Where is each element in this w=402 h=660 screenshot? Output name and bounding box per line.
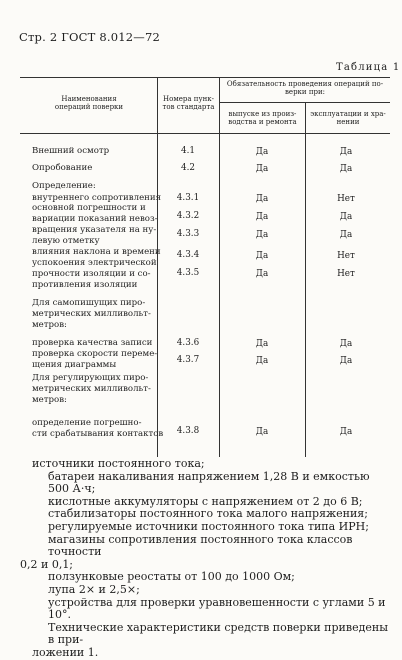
table-top-rule — [20, 77, 390, 78]
row-13-use: Да — [339, 427, 353, 437]
body-line-5: регулируемые источники постоянного тока типа ИРН; — [48, 519, 369, 533]
row-13-num: 4.3.8 — [176, 426, 200, 436]
row-8-release: Да — [255, 269, 269, 279]
body-line-8: ползунковые реостаты от 100 до 1000 Ом; — [48, 570, 295, 584]
body-line-4: стабилизаторы постоянного тока малого напряжения; — [48, 507, 368, 521]
row-13-release: Да — [255, 427, 269, 437]
row-6-name: влияния наклона и времени — [32, 247, 161, 257]
row-4-num: 4.3.1 — [176, 193, 200, 203]
page-header: Стр. 2 ГОСТ 8.012—72 — [19, 30, 161, 44]
body-line-1: источники постоянного тока; — [32, 457, 205, 470]
body-line-9: лупа 2× и 2,5×; — [48, 582, 140, 596]
row-2-name: Опробование — [32, 163, 93, 173]
header-operation-name: Наименования операций поверки — [54, 95, 124, 112]
row-10-use: Да — [339, 339, 353, 349]
row-1-release: Да — [255, 147, 269, 157]
body-line-11: Технические характеристики средств поверки приведены в при- — [48, 620, 388, 647]
row-8-use: Нет — [337, 269, 355, 279]
row-7-name: успокоения электрической прочности изоляции и со- противления изоляции — [32, 258, 157, 290]
row-1-name: Внешний осмотр — [32, 146, 110, 156]
row-5-num: 4.3.2 — [176, 211, 200, 221]
row-2-num: 4.2 — [181, 163, 195, 173]
row-12-name: Для регулирующих пиро- метрических милливольт- метров: — [32, 373, 151, 405]
body-line-12: ложении 1. — [32, 645, 99, 659]
row-11-use: Да — [339, 356, 353, 366]
row-2-release: Да — [255, 164, 269, 174]
col-divider-1 — [157, 77, 158, 457]
table-caption: Таблица 1 — [336, 62, 401, 73]
row-3-name: Определение: — [32, 181, 96, 191]
body-line-7: 0,2 и 0,1; — [20, 557, 74, 571]
body-line-2: батареи накаливания напряжением 1,28 В и емкостью 500 А·ч; — [48, 469, 370, 496]
row-11-release: Да — [255, 356, 269, 366]
row-5-name: основной погрешности и вариации показаний невоз- вращения указателя на ну- левую отметку — [32, 203, 158, 246]
row-5-release: Да — [255, 212, 269, 222]
row-9-name: Для самопишущих пиро- метрических милливольт- метров: — [32, 298, 151, 330]
col-divider-2 — [219, 77, 220, 457]
table-header-bottom-rule — [20, 133, 390, 134]
header-use-storage: эксплуатации и хра- нении — [310, 110, 386, 127]
row-7-num: 4.3.4 — [176, 250, 200, 260]
row-6-release: Да — [255, 230, 269, 240]
row-10-release: Да — [255, 339, 269, 349]
row-7-use: Нет — [337, 251, 355, 261]
body-line-6: магазины сопротивления постоянного тока классов точности — [48, 532, 353, 559]
row-13-name: определение погрешно- сти срабатывания контактов — [32, 418, 164, 439]
row-8-num: 4.3.5 — [176, 268, 200, 278]
body-line-3: кислотные аккумуляторы с напряжением от 2 до 6 В; — [48, 494, 363, 508]
row-7-release: Да — [255, 251, 269, 261]
body-line-10: устройства для проверки уравновешенности с углами 5 и 10°. — [48, 595, 386, 622]
header-standard-number: Номера пунк- тов стандарта — [162, 95, 215, 112]
header-release-repair: выпуске из произ- водства и ремонта — [228, 110, 297, 127]
row-2-use: Да — [339, 164, 353, 174]
row-4-use: Нет — [337, 194, 355, 204]
row-10-num: 4.3.6 — [176, 338, 200, 348]
header-obligatory: Обязательность проведения операций по- верки при: — [226, 80, 384, 97]
col-divider-3 — [305, 102, 306, 457]
row-1-num: 4.1 — [181, 146, 195, 156]
row-1-use: Да — [339, 147, 353, 157]
row-10-name: проверка качества записи проверка скорости переме- щения диаграммы — [32, 338, 158, 370]
row-4-release: Да — [255, 194, 269, 204]
row-11-num: 4.3.7 — [176, 355, 200, 365]
row-5-use: Да — [339, 212, 353, 222]
row-6-num: 4.3.3 — [176, 229, 200, 239]
row-4-name: внутреннего сопротивления — [32, 193, 162, 203]
row-6-use: Да — [339, 230, 353, 240]
body-text — [20, 457, 392, 660]
